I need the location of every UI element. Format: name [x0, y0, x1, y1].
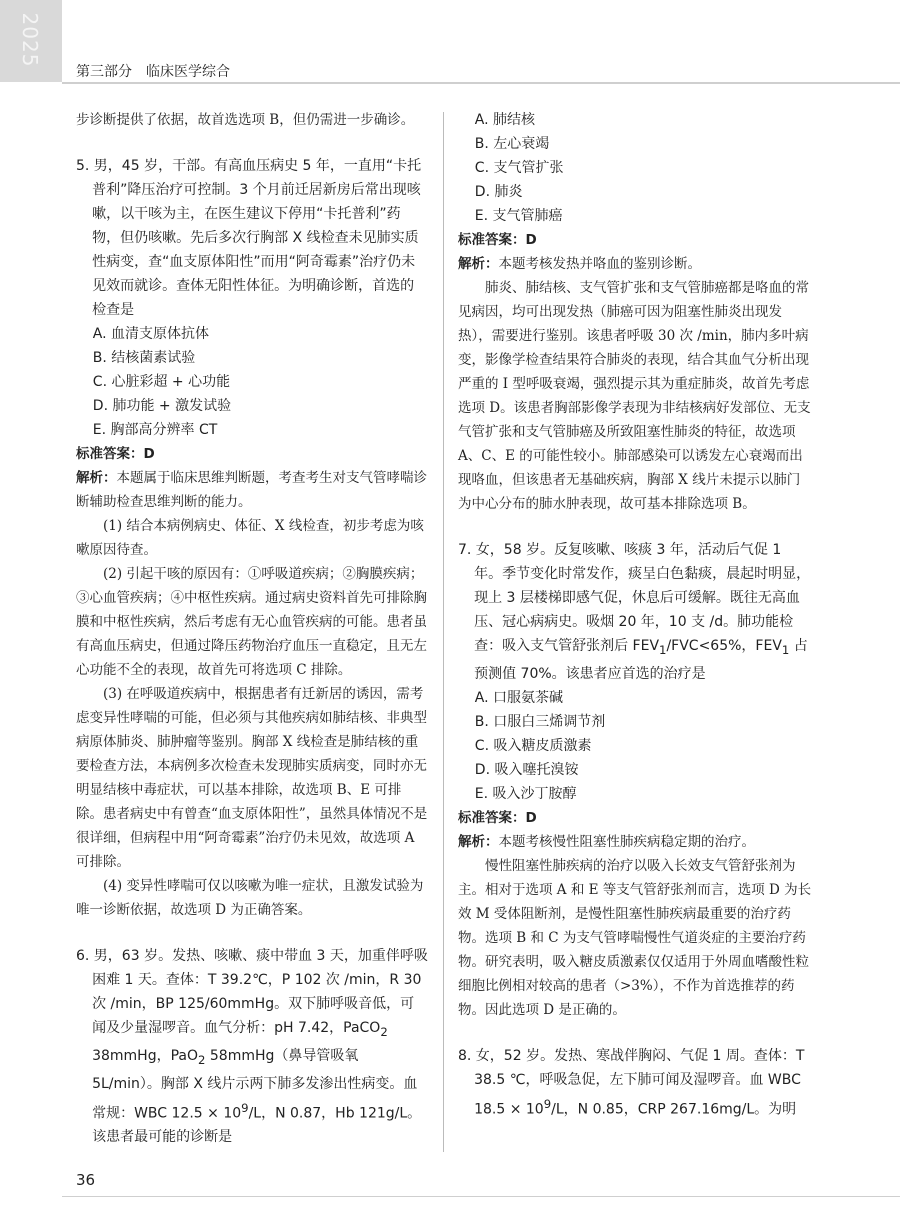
superscript: 9 — [241, 1100, 249, 1115]
answer-label: 标准答案： — [458, 232, 526, 248]
footer-rule — [62, 1196, 900, 1197]
question-6-continued — [458, 108, 813, 516]
year-label: 2025 — [18, 12, 42, 68]
question-7-option-d: D. 吸入噻托溴铵 — [474, 761, 579, 778]
section-title: 第三部分 临床医学综合 — [76, 64, 230, 80]
question-6-answer — [458, 228, 813, 252]
question-5-answer — [76, 442, 428, 466]
question-5-analysis — [76, 466, 428, 514]
continuation-text: 步诊断提供了依据，故首选选项 B，但仍需进一步确诊。 — [76, 112, 415, 128]
subscript: 1 — [781, 642, 790, 657]
question-6-analysis — [458, 252, 813, 276]
stem-part: /L，N 0.87，Hb 121g/L。该患者最可能的诊断是 — [92, 1105, 422, 1146]
analysis-label: 解析： — [458, 833, 499, 850]
page-number: 36 — [76, 1171, 96, 1189]
question-5-option-e: E. 胸部高分辨率 CT — [92, 422, 218, 438]
question-6-stem — [76, 944, 428, 1149]
analysis-text: 本题考核慢性阻塞性肺疾病稳定期的治疗。 — [498, 833, 755, 850]
question-6-option-d: D. 肺炎 — [474, 184, 523, 200]
question-7-answer — [458, 806, 813, 830]
question-5-option-b: B. 结核菌素试验 — [92, 350, 196, 366]
question-7-stem — [458, 538, 813, 686]
stem-part: 占预测值 70%。该患者应首选的治疗是 — [474, 638, 808, 682]
stem-part: 38mmHg，PaO — [92, 1047, 199, 1064]
analysis-label: 解析： — [76, 470, 117, 486]
question-7-option-a: A. 口服氨茶碱 — [474, 689, 564, 706]
question-8-stem — [458, 1044, 813, 1122]
answer-value: D — [525, 232, 537, 248]
stem-part: 8. 女，52 岁。发热、寒战伴胸闷、气促 1 周。查体：T 38.5 ℃，呼吸急促，左下肺可闻及湿啰音。血 WBC 18.5 × 10 — [458, 1047, 805, 1118]
question-5-option-c: C. 心脏彩超 + 心功能 — [92, 374, 231, 390]
question-7-option-c: C. 吸入糖皮质激素 — [474, 737, 592, 754]
subscript: 2 — [380, 1024, 388, 1039]
analysis-text: 本题考核发热并咯血的鉴别诊断。 — [498, 256, 701, 272]
question-7-analysis-body: 慢性阻塞性肺疾病的治疗以吸入长效支气管舒张剂为主。相对于选项 A 和 E 等支气管舒张剂而言，选项 D 为长效 M 受体阻断剂，是慢性阻塞性肺疾病最重要的治疗药物。选项 B 和 C 为支气管哮喘慢性气道炎症的主要治疗药物。研究表明，吸入糖皮质激素仅仅适用于外周血嗜酸性粒细胞比例相对较高的患者（>3%），不作为首选推荐的药物。因此选项 D 是正确的。 — [458, 857, 812, 1018]
question-6-option-c: C. 支气管扩张 — [474, 160, 564, 176]
answer-label: 标准答案： — [76, 446, 144, 462]
question-5-option-d: D. 肺功能 + 激发试验 — [92, 398, 232, 414]
stem-part: 7. 女，58 岁。反复咳嗽、咳痰 3 年，活动后气促 1 年。季节变化时常发作，痰呈白色黏痰，晨起时明显，现上 3 层楼梯即感气促，休息后可缓解。既往无高血压、冠心病病史。吸烟 20 年，10 支 /d。肺功能检查：吸入支气管舒张剂后 FEV — [458, 542, 811, 654]
question-5-stem: 5. 男，45 岁，干部。有高血压病史 5 年，一直用“卡托普利”降压治疗可控制。3 个月前迁居新房后常出现咳嗽，以干咳为主，在医生建议下停用“卡托普利”药物，但仍咳嗽。先后多次行胸部 X 线检查未见肺实质性病变，查“血支原体阳性”而用“阿奇霉素”治疗仍未见效而就诊。查体无阳性体征。为明确诊断，首选的检查是 — [76, 158, 422, 318]
question-5-point-1: (1) 结合本病例病史、体征、X 线检查，初步考虑为咳嗽原因待查。 — [76, 518, 424, 558]
stem-part: /L，N 0.85，CRP 267.16mg/L。为明 — [551, 1101, 797, 1118]
answer-label: 标准答案： — [458, 809, 526, 826]
question-7-option-e: E. 吸入沙丁胺醇 — [474, 785, 577, 802]
stem-part: 6. 男，63 岁。发热、咳嗽、痰中带血 3 天，加重伴呼吸困难 1 天。查体：T 39.2℃，P 102 次 /min，R 30 次 /min，BP 125/60mmHg。双下肺呼吸音低，可闻及少量湿啰音。血气分析：pH 7.42，PaCO — [76, 948, 428, 1036]
header-rule — [62, 82, 900, 84]
stem-part: /FVC<65%，FEV — [666, 638, 782, 654]
superscript: 9 — [543, 1096, 552, 1111]
question-7-analysis — [458, 830, 813, 854]
stem-part: 58mmHg（鼻导管吸氧 5L/min）。胸部 X 线片示两下肺多发渗出性病变。血常规：WBC 12.5 × 10 — [92, 1047, 418, 1122]
answer-value: D — [525, 809, 537, 826]
left-column — [76, 108, 428, 1149]
analysis-label: 解析： — [458, 256, 499, 272]
question-5-point-3: (3) 在呼吸道疾病中，根据患者有迁新居的诱因，需考虑变异性哮喘的可能，但必须与其他疾病如肺结核、非典型病原体肺炎、肺肿瘤等鉴别。胸部 X 线检查是肺结核的重要检查方法，本病例多次检查未发现肺实质病变，同时亦无明显结核中毒症状，可以基本排除，故选项 B、E 可排除。患者病史中有曾查“血支原体阳性”，虽然具体情况不是很详细，但病程中用“阿奇霉素”治疗仍未见效，故选项 A 可排除。 — [76, 686, 428, 870]
column-divider — [443, 112, 444, 1152]
question-6-option-a: A. 肺结核 — [474, 112, 536, 128]
question-6-analysis-body: 肺炎、肺结核、支气管扩张和支气管肺癌都是咯血的常见病因，均可出现发热（肺癌可因为阻塞性肺炎出现发热），需要进行鉴别。该患者呼吸 30 次 /min，肺内多叶病变，影像学检查结果符合肺炎的表现，结合其血气分析出现严重的 Ⅰ 型呼吸衰竭，强烈提示其为重症肺炎，故首先考虑选项 D。该患者胸部影像学表现为非结核病好发部位、无支气管扩张和支气管肺癌及所致阻塞性肺炎的特征，故选项 A、C、E 的可能性较小。肺部感染可以诱发左心衰竭而出现咯血，但该患者无基础疾病，胸部 X 线片未提示以肺门为中心分布的肺水肿表现，故可基本排除选项 B。 — [458, 280, 811, 512]
question-5 — [76, 154, 428, 922]
subscript: 1 — [659, 642, 667, 657]
question-7-option-b: B. 口服白三烯调节剂 — [474, 713, 606, 730]
question-5-point-2: (2) 引起干咳的原因有：①呼吸道疾病；②胸膜疾病；③心血管疾病；④中枢性疾病。通过病史资料首先可排除胸膜和中枢性疾病，然后考虑有无心血管疾病的可能。患者虽有高血压病史，但通过降压药物治疗血压一直稳定，且无左心功能不全的表现，故首先可将选项 C 排除。 — [76, 566, 427, 678]
analysis-text: 本题属于临床思维判断题，考查考生对支气管哮喘诊断辅助检查思维判断的能力。 — [76, 470, 427, 510]
year-tab — [0, 0, 62, 82]
question-5-option-a: A. 血清支原体抗体 — [92, 326, 210, 342]
question-5-point-4: (4) 变异性哮喘可仅以咳嗽为唯一症状，且激发试验为唯一诊断依据，故选项 D 为正确答案。 — [76, 878, 424, 918]
answer-value: D — [143, 446, 155, 462]
subscript: 2 — [198, 1052, 206, 1067]
question-7 — [458, 538, 813, 1022]
right-column — [458, 108, 813, 1121]
question-6-option-e: E. 支气管肺癌 — [474, 208, 563, 224]
question-6-option-b: B. 左心衰竭 — [474, 136, 550, 152]
